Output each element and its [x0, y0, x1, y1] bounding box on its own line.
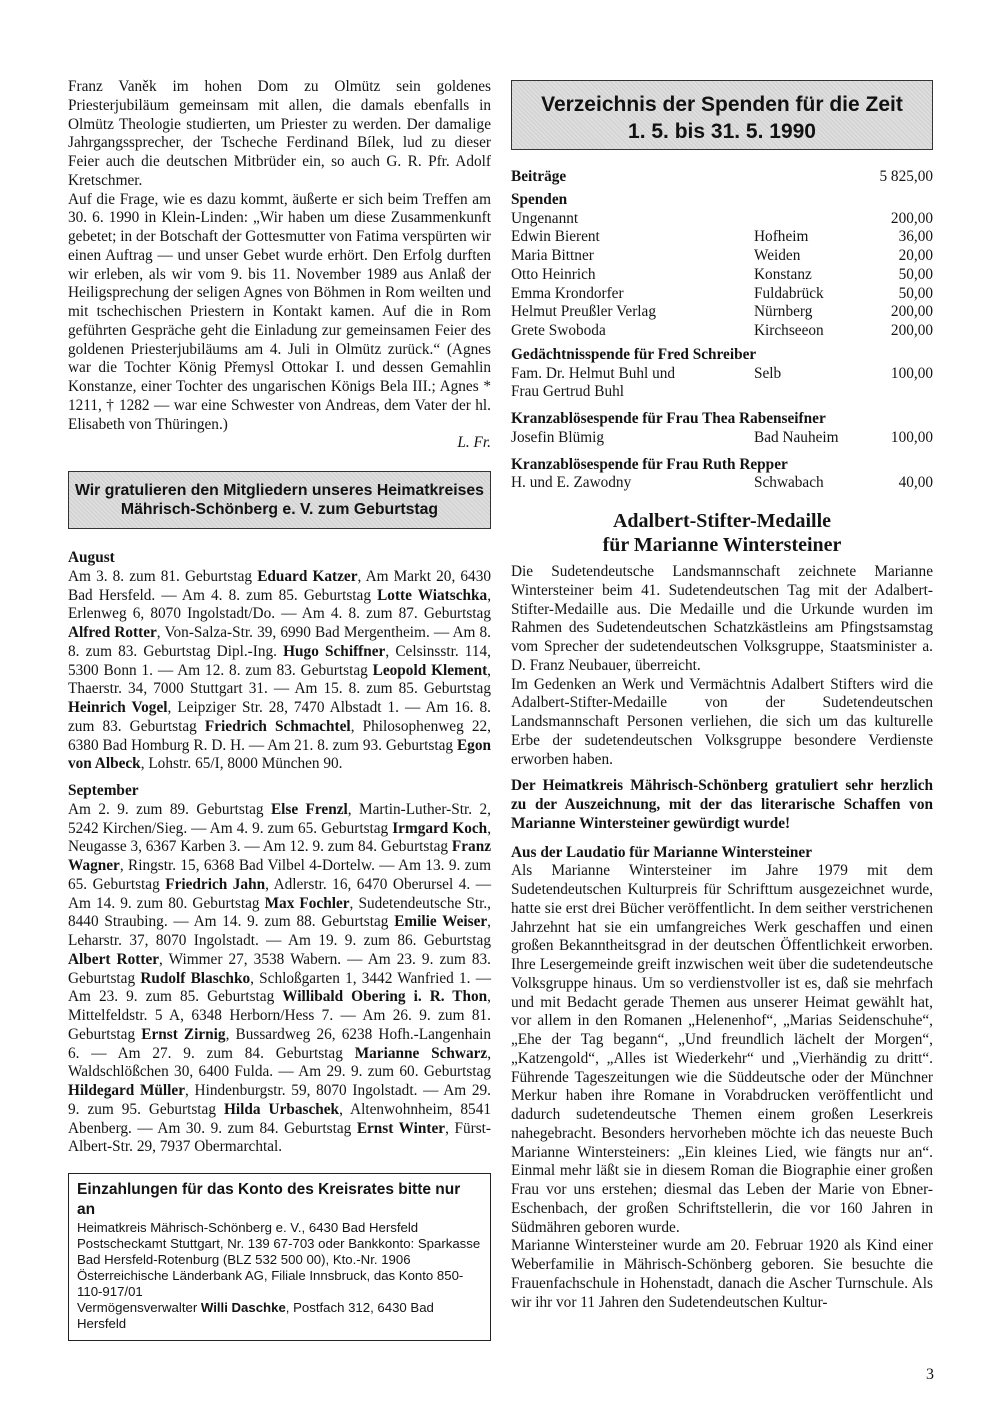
donor-name: Helmut Preußler Verlag	[511, 303, 656, 321]
donor-amount: 200,00	[890, 322, 933, 339]
donor-amount: 200,00	[890, 209, 933, 227]
medal-paragraph-2: Im Gedenken an Werk und Vermächtnis Adalbert Stifters wird die Adalbert-Stifter-Medaille von der Sudetendeutschen Landsmannschaft Personen verliehen, die sich um das kulturelle Erbe der sudetendeutschen Volksgruppe besondere Verdienste erworben haben.	[511, 675, 933, 768]
birthday-text: , Leipziger Str. 28, 7470 Albstadt 1. — Am 16. 8. zum 83. Geburtstag	[68, 699, 491, 735]
donor-name: Grete Swoboda	[511, 322, 606, 339]
kranz1-heading: Kranzablösespende für Frau Thea Rabenseifner	[511, 410, 826, 427]
payment-administrator	[77, 1300, 482, 1332]
beitraege-value: 5 825,00	[879, 168, 933, 185]
donor-place: Schwabach	[754, 474, 824, 492]
author-signature: L. Fr.	[457, 434, 491, 452]
beitraege-label: Beiträge	[511, 168, 567, 185]
birthday-person-name: Eduard Katzer	[257, 567, 358, 585]
donor-name: Josefin Blümig	[511, 428, 605, 446]
birthday-text: , Mittelfeldstr. 5 A, 6348 Herborn/Hess 7. — Am 26. 9. zum 81. Geburtstag	[68, 988, 491, 1043]
birthday-text: , Adlerstr. 16, 6470 Oberursel 4. — Am 14. 9. zum 80. Geburtstag	[68, 875, 491, 912]
birthday-text: , Hindenburgstr. 59, 8070 Ingolstadt. — Am 29. 9. zum 95. Geburtstag	[68, 1082, 492, 1118]
gedaechtnis-heading: Gedächtnisspende für Fred Schreiber	[511, 345, 757, 363]
birthday-person-name: Irmgard Koch	[392, 819, 488, 837]
kranz1-row	[511, 429, 933, 448]
birthday-banner	[68, 471, 491, 529]
fatima-paragraph: Auf die Frage, wie es dazu kommt, äußerte er sich beim Treffen am 30. 6. 1990 in Klein-Linden: „Wir haben um diese Zusammenkunft gebetet; in der Botschaft der Gottesmutter von Fatima verspürten wir einen Auftrag — und unser Gebet wurde erhört. Den Erfolg durften wir erleben, als wir vom 9. bis 11. November 1989 aus Anlaß der Heiligsprechung der seligen Agnes von Böhmen in Rom weilten und mit tschechischen Priestern in Kontakt kamen. Auf die in Rom geführten Gespräche geht die Einladung zur gemeinsamen Feier des goldenen Priesterjubiläums am 4. Juli in Olmütz zurück.“ (Agnes war die Tochter König Přemysl Ottokar I. und dessen Gemahlin Konstanze, einer Tochter des ungarischen Königs Bela III.; Agnes * 1211, † 1282 — war eine Schwester von Andreas, dem Vater der hl. Elisabeth von Thüringen.)	[68, 190, 491, 433]
birthday-person-name: Friedrich Jahn	[165, 875, 266, 893]
donor-place: Selb	[754, 364, 782, 382]
birthday-person-name: Leopold Klement	[372, 661, 488, 679]
birthday-person-name: Max Fochler	[264, 894, 350, 912]
birthday-text: , Lohstr. 65/I, 8000 München 90.	[140, 755, 343, 773]
donation-row	[511, 228, 933, 247]
birthday-person-name: Ernst Winter	[356, 1119, 446, 1137]
september-birthdays	[68, 801, 491, 1157]
birthday-text: Am 2. 9. zum 89. Geburtstag	[68, 800, 271, 818]
donor-name: H. und E. Zawodny	[511, 474, 632, 492]
page-number: 3	[926, 1366, 934, 1383]
donor-name: Fam. Dr. Helmut Buhl und	[511, 364, 676, 382]
medal-article-title	[511, 509, 933, 557]
donor-place: Konstanz	[754, 265, 812, 283]
donor-amount: 50,00	[898, 265, 933, 283]
birthday-person-name: Egon von Albeck	[68, 736, 491, 773]
birthday-text: , Leharstr. 37, 8070 Ingolstadt. — Am 19. 9. zum 86. Geburtstag	[68, 913, 491, 949]
birthday-text: Am 3. 8. zum 81. Geburtstag	[68, 567, 258, 585]
birthday-person-name: Hildegard Müller	[68, 1082, 186, 1099]
donations-banner-line1: Verzeichnis der Spenden für die Zeit	[541, 93, 903, 116]
september-heading: September	[68, 782, 139, 799]
laudatio-paragraph-2: Marianne Wintersteiner wurde am 20. Februar 1920 als Kind einer Weberfamilie in Mährisch-Schönberg geboren. Sie besuchte die Frauenfachschule in Hohenstadt, danach die Ascher Turnschule. Als wir ihr vor 11 Jahren den Sudetendeutschen Kultur-	[511, 1237, 933, 1311]
birthday-text: , Am Markt 20, 6430 Bad Hersfeld. — Am 4. 8. zum 85. Geburtstag	[68, 567, 491, 604]
donation-row	[511, 303, 933, 322]
donation-row	[511, 285, 933, 304]
birthday-text: , Von-Salza-Str. 39, 6990 Bad Mergentheim. — Am 8. 8. zum 83. Geburtstag Dipl.-Ing.	[68, 624, 491, 660]
august-heading: August	[68, 549, 115, 566]
birthday-text: , Waldschlößchen 30, 6400 Fulda. — Am 29. 9. zum 60. Geburtstag	[68, 1044, 492, 1081]
donor-place	[754, 210, 874, 229]
birthday-banner-line1: Wir gratulieren den Mitgliedern unseres Heimatkreises	[75, 482, 484, 499]
payment-box-title: Einzahlungen für das Konto des Kreisrates bitte nur an	[77, 1181, 461, 1218]
birthday-person-name: Heinrich Vogel	[68, 699, 168, 716]
donor-amount: 36,00	[898, 228, 933, 246]
birthday-text: , Fürst-Albert-Str. 29, 7937 Obermarchtal.	[68, 1119, 492, 1156]
beitraege-row	[511, 168, 933, 187]
donation-row	[511, 322, 933, 341]
donor-name: Otto Heinrich	[511, 265, 596, 283]
donor-amount: 20,00	[898, 247, 933, 264]
donor-place: Weiden	[754, 247, 801, 264]
birthday-banner-line2: Mährisch-Schönberg e. V. zum Geburtstag	[120, 501, 439, 518]
birthday-text: , Sudetendeutsche Str., 8440 Straubing. — Am 14. 9. zum 88. Geburtstag	[68, 894, 491, 931]
donor-amount: 200,00	[890, 303, 933, 321]
birthday-text: , Thaerstr. 34, 7000 Stuttgart 31. — Am 15. 8. zum 85. Geburtstag	[68, 661, 491, 698]
donor-place: Kirchseeon	[754, 322, 824, 339]
donor-name: Ungenannt	[511, 209, 579, 227]
birthday-text: , Ringstr. 15, 6368 Bad Vilbel 4-Dortelw. — Am 13. 9. zum 65. Geburtstag	[68, 857, 491, 893]
kranz2-row	[511, 474, 933, 493]
spenden-list	[511, 210, 933, 341]
birthday-person-name: Alfred Rotter	[68, 624, 157, 641]
donor-amount: 40,00	[898, 474, 933, 492]
donor-amount: 50,00	[898, 284, 933, 302]
birthday-person-name: Albert Rotter	[68, 950, 160, 968]
right-column	[511, 80, 933, 1312]
donation-row	[511, 266, 933, 285]
medal-paragraph-1: Die Sudetendeutsche Landsmannschaft zeichnete Marianne Wintersteiner beim 41. Sudetendeutschen Tag mit der Adalbert-Stifter-Medaille aus. Die Medaille und die Urkunde wurden im Rahmen des Sudetendeutschen Schatzkästleins am Pfingstsamstag vom Sprecher der sudetendeutschen Volksgruppe, Staatsminister a. D. Franz Neubauer, überreicht.	[511, 563, 933, 674]
donation-row	[511, 247, 933, 266]
donor-place: Hofheim	[754, 228, 809, 246]
birthday-person-name: Friedrich Schmachtel	[204, 717, 351, 735]
donor-name: Frau Gertrud Buhl	[511, 383, 625, 401]
birthday-person-name: Lotte Wiatschka	[377, 586, 488, 604]
birthday-person-name: Hilda Urbaschek	[223, 1100, 340, 1118]
kranz2-heading: Kranzablösespende für Frau Ruth Repper	[511, 455, 788, 473]
donor-name: Maria Bittner	[511, 247, 594, 264]
birthday-text: , Schloßgarten 1, 3442 Wanfried 1. — Am 23. 9. zum 85. Geburtstag	[68, 969, 491, 1006]
donor-name: Edwin Bierent	[511, 228, 600, 246]
payment-info-box	[68, 1173, 491, 1341]
birthday-person-name: Franz Wagner	[68, 838, 491, 874]
birthday-person-name: Rudolf Blaschko	[140, 969, 251, 987]
donations-banner-line2: 1. 5. bis 31. 5. 1990	[628, 120, 816, 143]
birthday-person-name: Willibald Obering i. R. Thon	[282, 988, 488, 1006]
administrator-address: , Postfach 312, 6430 Bad Hersfeld	[77, 1300, 434, 1331]
birthday-text: , Altenwohnheim, 8541 Abenberg. — Am 30. 9. zum 84. Geburtstag	[68, 1100, 491, 1137]
administrator-name: Willi Daschke	[200, 1300, 286, 1315]
birthday-text: , Philosophenweg 22, 6380 Bad Homburg R. D. H. — Am 21. 8. zum 93. Geburtstag	[68, 717, 491, 754]
birthday-person-name: Emilie Weiser	[394, 913, 488, 931]
laudatio-paragraph-1: Als Marianne Wintersteiner im Jahre 1979 mit dem Sudetendeutschen Kulturpreis für Schrifttum ausgezeichnet wurde, hatte sie erst drei Bücher veröffentlicht. In dem seither verstrichenen Jahrzehnt hat sie ein umfangreiches Werk geschaffen und einen großen Bekanntheitsgrad in der deutschen Öffentlichkeit erworben. Ihre Lesergemeinde greift inzwischen weit über die sudetendeutsche Volksgruppe hinaus. Um so verdienstvoller ist es, daß sie mehrfach und mit Bedacht gerade Themen aus unserer Heimat gewählt hat, vor allem in den Romanen „Helenenhof“, „Marias Seidenschuhe“, „Ehe der Tag begann“, „Und freundlich lächelt der Morgen“, „Katzengold“, „Alles ist Wiederkehr“ und „Vierhändig zu dritt“. Führende Tageszeitungen wie die Süddeutsche oder der Münchner Merkur haben ihre Romane in Vorabdrucken veröffentlicht und dadurch sudetendeutsche Themen einem großen Leserkreis nahegebracht. Besonders hervorheben möchte ich das neueste Buch Marianne Wintersteiners: „Ein kleines Lied, wie fängts nur an“. Einmal mehr läßt sie in diesem Roman die Biographie einer großen Frau vor uns erstehen; diesmal das Leben der Marie von Ebner-Eschenbach, der großen Schriftstellerin, die vor 160 Jahren in Südmähren geboren wurde.	[511, 862, 933, 1236]
left-column	[68, 78, 491, 1341]
august-birthdays	[68, 568, 491, 774]
medal-title-line1: Adalbert-Stifter-Medaille	[612, 510, 832, 532]
laudatio-heading: Aus der Laudatio für Marianne Wintersteiner	[511, 843, 812, 861]
donor-amount: 100,00	[890, 428, 933, 446]
birthday-person-name: Hugo Schiffner	[283, 642, 386, 660]
spenden-heading: Spenden	[511, 190, 568, 208]
donor-name: Emma Krondorfer	[511, 284, 624, 302]
donor-place: Bad Nauheim	[754, 428, 839, 446]
birthday-person-name: Else Frenzl	[270, 800, 348, 818]
donor-place: Nürnberg	[754, 303, 813, 321]
donor-place: Fuldabrück	[754, 284, 824, 302]
donation-row	[511, 210, 933, 229]
congratulation-paragraph: Der Heimatkreis Mährisch-Schönberg gratuliert sehr herzlich zu der Auszeichnung, mit der das literarische Schaffen von Marianne Wintersteiner gewürdigt wurde!	[511, 777, 933, 832]
birthday-text: , Erlenweg 6, 8070 Ingolstadt/Do. — Am 4. 8. zum 87. Geburtstag	[68, 586, 492, 623]
birthday-person-name: Ernst Zirnig	[141, 1025, 226, 1043]
payment-accounts: Heimatkreis Mährisch-Schönberg e. V., 6430 Bad Hersfeld Postscheckamt Stuttgart, Nr. 139 67-703 oder Bankkonto: Sparkasse Bad Hersfeld-Rotenburg (BLZ 532 500 00), Kto.-Nr. 1906 Österreichische Länderbank AG, Filiale Innsbruck, das Konto 850-110-917/01	[77, 1220, 481, 1299]
donations-banner	[511, 80, 933, 150]
birthday-text: , Celsinsstr. 114, 5300 Bonn 1. — Am 12. 8. zum 83. Geburtstag	[68, 642, 492, 679]
intro-paragraph: Franz Vaněk im hohen Dom zu Olmütz sein goldenes Priesterjubiläum gemeinsam mit allen, die damals ebenfalls in Olmütz Theologie studierten, um Priester zu werden. Der damalige Jahrgangssprecher, der Tscheche Ferdinand Bílek, lud zu dieser Feier auch die deutschen Mitbrüder ein, so auch G. R. Pfr. Adolf Kretschmer.	[68, 78, 491, 189]
birthday-person-name: Marianne Schwarz	[354, 1044, 488, 1062]
birthday-text: , Neugasse 3, 6367 Karben 3. — Am 12. 9. zum 84. Geburtstag	[68, 819, 492, 856]
administrator-prefix: Vermögensverwalter	[77, 1300, 201, 1315]
gedaechtnis-row	[511, 365, 933, 384]
donor-amount: 100,00	[890, 364, 933, 382]
birthday-text: , Bussardweg 26, 6238 Hofh.-Langenhain 6. — Am 27. 9. zum 84. Geburtstag	[68, 1025, 491, 1062]
birthday-text: , Wimmer 27, 3538 Wabern. — Am 23. 9. zum 83. Geburtstag	[68, 950, 491, 987]
gedaechtnis-row-2	[511, 383, 933, 402]
medal-title-line2: für Marianne Wintersteiner	[602, 534, 842, 556]
birthday-text: , Martin-Luther-Str. 2, 5242 Kirchen/Sieg. — Am 4. 9. zum 65. Geburtstag	[68, 800, 491, 837]
